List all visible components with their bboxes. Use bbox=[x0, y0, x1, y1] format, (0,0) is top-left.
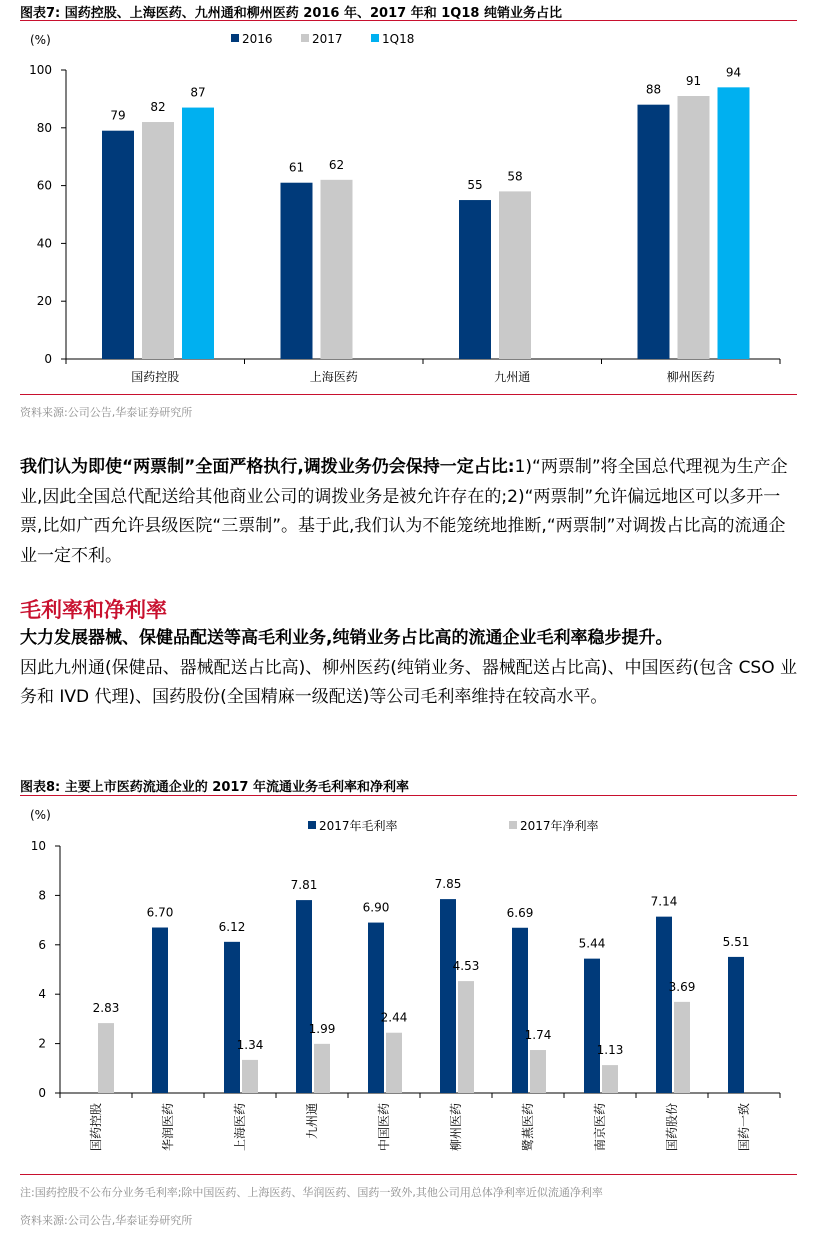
data-label: 62 bbox=[328, 157, 345, 172]
bar-2017年毛利率-中国医药 bbox=[368, 923, 384, 1093]
category-label-南京医药: 南京医药 bbox=[593, 1103, 607, 1152]
y-tick-label: 80 bbox=[36, 120, 52, 135]
bar-2017年净利率-国药控股 bbox=[98, 1023, 114, 1093]
y-axis-unit-label: (%) bbox=[30, 808, 51, 822]
category-label-国药控股: 国药控股 bbox=[89, 1103, 103, 1152]
data-label: 87 bbox=[190, 85, 206, 100]
bar-2017年净利率-国药股份 bbox=[674, 1002, 690, 1093]
y-tick-label: 2 bbox=[38, 1036, 46, 1051]
bar-2017-国药控股 bbox=[142, 122, 174, 359]
paragraph1-lead: 我们认为即使“两票制”全面严格执行,调拨业务仍会保持一定占比: bbox=[20, 457, 515, 477]
figure7-chart bbox=[0, 22, 828, 392]
legend-label-1Q18: 1Q18 bbox=[382, 32, 415, 46]
category-label-国药控股: 国药控股 bbox=[131, 370, 180, 384]
bar-2017年毛利率-鹭燕医药 bbox=[512, 928, 528, 1093]
paragraph2-body: 因此九州通(保健品、器械配送占比高)、柳州医药(纯销业务、器械配送占比高)、中国医药(包含 CSO 业务和 IVD 代理)、国药股份(全国精麻一级配送)等公司毛利率维持在较高水平。 bbox=[20, 657, 798, 707]
data-label: 7.85 bbox=[434, 877, 462, 892]
y-tick-label: 4 bbox=[38, 987, 46, 1002]
legend-label-2017年净利率: 2017年净利率 bbox=[520, 819, 599, 833]
data-label: 6.90 bbox=[362, 900, 390, 915]
category-label-华润医药: 华润医药 bbox=[161, 1103, 175, 1152]
section-heading: 毛利率和净利率 bbox=[20, 598, 167, 622]
bar-2017年毛利率-柳州医药 bbox=[440, 899, 456, 1093]
legend-label-2017: 2017 bbox=[312, 32, 343, 46]
data-label: 58 bbox=[507, 169, 523, 184]
data-label: 6.70 bbox=[146, 905, 174, 920]
data-label: 4.53 bbox=[452, 959, 480, 974]
figure8-source: 资料来源:公司公告,华泰证券研究所 bbox=[20, 1214, 193, 1227]
bar-1Q18-柳州医药 bbox=[718, 87, 750, 359]
data-label: 6.12 bbox=[218, 919, 246, 934]
paragraph-gross-margin bbox=[20, 624, 800, 713]
data-label: 82 bbox=[150, 100, 166, 115]
category-label-柳州医药: 柳州医药 bbox=[449, 1103, 463, 1152]
bar-2017年净利率-九州通 bbox=[314, 1044, 330, 1093]
legend-swatch-1Q18 bbox=[371, 34, 379, 42]
legend-label-2017年毛利率: 2017年毛利率 bbox=[319, 819, 398, 833]
data-label: 5.44 bbox=[578, 936, 606, 951]
y-tick-label: 0 bbox=[44, 352, 52, 366]
data-label: 1.74 bbox=[524, 1028, 552, 1043]
data-label: 7.81 bbox=[290, 878, 318, 893]
data-label: 94 bbox=[725, 65, 742, 80]
y-tick-label: 100 bbox=[29, 63, 52, 77]
data-label: 55 bbox=[467, 178, 483, 193]
category-label-鹭燕医药: 鹭燕医药 bbox=[521, 1103, 535, 1152]
category-label-中国医药: 中国医药 bbox=[377, 1103, 391, 1152]
bar-2017年毛利率-华润医药 bbox=[152, 928, 168, 1093]
data-label: 79 bbox=[110, 108, 126, 123]
data-label: 61 bbox=[288, 160, 305, 175]
legend-swatch-2017年毛利率 bbox=[308, 821, 316, 829]
y-tick-label: 20 bbox=[36, 294, 52, 309]
y-tick-label: 40 bbox=[36, 236, 52, 251]
category-label-柳州医药: 柳州医药 bbox=[666, 370, 715, 384]
bar-2017-柳州医药 bbox=[678, 96, 710, 359]
bar-2017年净利率-南京医药 bbox=[602, 1065, 618, 1093]
y-tick-label: 8 bbox=[38, 888, 46, 903]
y-tick-label: 60 bbox=[36, 178, 52, 193]
figure7-bottom-rule bbox=[20, 394, 797, 395]
bar-2017-九州通 bbox=[499, 191, 531, 359]
category-label-国药股份: 国药股份 bbox=[665, 1103, 679, 1152]
legend-swatch-2017年净利率 bbox=[509, 821, 517, 829]
category-label-国药一致: 国药一致 bbox=[737, 1103, 751, 1152]
data-label: 91 bbox=[685, 74, 702, 89]
data-label: 88 bbox=[645, 82, 662, 97]
bar-2016-九州通 bbox=[459, 200, 491, 359]
category-label-上海医药: 上海医药 bbox=[309, 370, 358, 384]
bar-2017年毛利率-国药股份 bbox=[656, 917, 672, 1093]
paragraph-two-ticket-system bbox=[20, 453, 800, 571]
y-axis-unit-label: (%) bbox=[30, 33, 51, 47]
category-label-九州通: 九州通 bbox=[494, 370, 531, 384]
data-label: 1.99 bbox=[308, 1021, 336, 1036]
data-label: 6.69 bbox=[506, 905, 534, 920]
bar-2017年毛利率-上海医药 bbox=[224, 942, 240, 1093]
data-label: 1.34 bbox=[236, 1037, 264, 1052]
figure7-top-rule bbox=[20, 20, 797, 21]
bar-2017年净利率-中国医药 bbox=[386, 1033, 402, 1093]
data-label: 5.51 bbox=[722, 934, 750, 949]
figure7-source: 资料来源:公司公告,华泰证券研究所 bbox=[20, 406, 193, 419]
bar-2016-上海医药 bbox=[281, 183, 313, 359]
figure8-note: 注:国药控股不公布分业务毛利率;除中国医药、上海医药、华润医药、国药一致外,其他公司用总体净利率近似流通净利率 bbox=[20, 1186, 603, 1199]
figure7-title: 图表7: 国药控股、上海医药、九州通和柳州医药 2016 年、2017 年和 1Q18 纯销业务占比 bbox=[20, 6, 562, 21]
bar-2017年毛利率-国药一致 bbox=[728, 957, 744, 1093]
data-label: 3.69 bbox=[668, 979, 696, 994]
bar-1Q18-国药控股 bbox=[182, 108, 214, 359]
legend-swatch-2017 bbox=[301, 34, 309, 42]
y-tick-label: 6 bbox=[38, 937, 46, 952]
data-label: 2.44 bbox=[380, 1010, 408, 1025]
data-label: 1.13 bbox=[596, 1043, 624, 1058]
y-tick-label: 0 bbox=[38, 1086, 46, 1100]
bar-2017年毛利率-南京医药 bbox=[584, 959, 600, 1093]
paragraph1-body: 1)“两票制”将全国总代理视为生产企业,因此全国总代配送给其他商业公司的调拨业务是被允许存在的;2)“两票制”允许偏远地区可以多开一票,比如广西允许县级医院“三票制”。基于此,我们认为不能笼统地推断,“两票制”对调拨占比高的流通企业一定不利。 bbox=[20, 457, 788, 566]
bar-2017-上海医药 bbox=[321, 180, 353, 359]
bar-2017年净利率-上海医药 bbox=[242, 1060, 258, 1093]
figure8-top-rule bbox=[20, 795, 797, 796]
data-label: 7.14 bbox=[650, 894, 678, 909]
bar-2016-柳州医药 bbox=[638, 105, 670, 359]
y-tick-label: 10 bbox=[30, 839, 46, 853]
legend-label-2016: 2016 bbox=[242, 32, 273, 46]
figure8-bottom-rule bbox=[20, 1174, 797, 1175]
legend-swatch-2016 bbox=[231, 34, 239, 42]
bar-2017年净利率-柳州医药 bbox=[458, 981, 474, 1093]
bar-2017年毛利率-九州通 bbox=[296, 900, 312, 1093]
category-label-上海医药: 上海医药 bbox=[233, 1103, 247, 1152]
category-label-九州通: 九州通 bbox=[305, 1103, 319, 1140]
figure8-title: 图表8: 主要上市医药流通企业的 2017 年流通业务毛利率和净利率 bbox=[20, 780, 410, 795]
figure8-chart bbox=[0, 798, 828, 1170]
bar-2016-国药控股 bbox=[102, 131, 134, 359]
data-label: 2.83 bbox=[92, 1001, 120, 1016]
bar-2017年净利率-鹭燕医药 bbox=[530, 1050, 546, 1093]
paragraph2-lead: 大力发展器械、保健品配送等高毛利业务,纯销业务占比高的流通企业毛利率稳步提升。 bbox=[20, 628, 673, 648]
